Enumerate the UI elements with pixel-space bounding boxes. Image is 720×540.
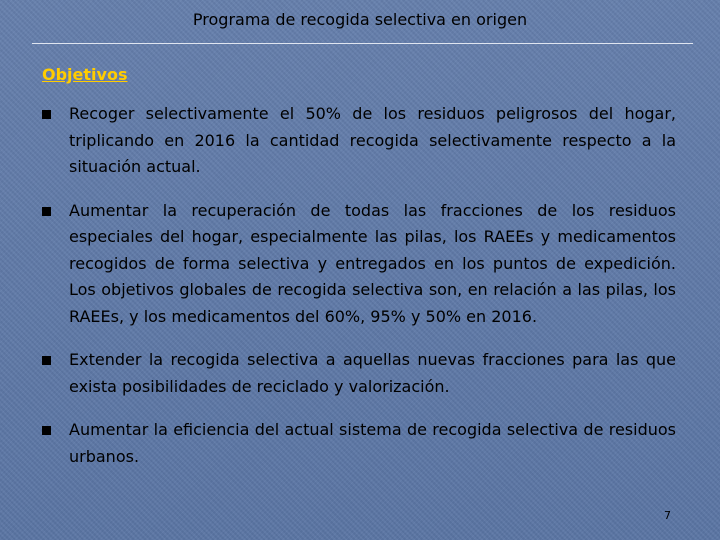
bullet-text: Aumentar la recuperación de todas las fracciones de los residuos especiales del hogar, especialmente las pilas, los RAEEs y medicamentos recogidos de forma selectiva y entregados en los puntos de expedición. Los objetivos globales de recogida selectiva son, en relación a las pilas, los RAEEs, y los medicamentos del 60%, 95% y 50% en 2016.: [69, 200, 676, 326]
bullet-text: Recoger selectivamente el 50% de los residuos peligrosos del hogar, triplicando en 2016 la cantidad recogida selectivamente respecto a la situación actual.: [69, 104, 676, 176]
title-divider: [32, 43, 693, 44]
page-number: 7: [664, 509, 671, 522]
slide-title: Programa de recogida selectiva en origen: [192, 10, 528, 29]
bullet-item: [42, 198, 676, 331]
square-bullet-icon: [42, 110, 51, 119]
bullet-item: [42, 101, 676, 181]
square-bullet-icon: [42, 207, 51, 216]
bullet-list: [42, 101, 676, 470]
section-heading: Objetivos: [42, 65, 128, 84]
bullet-item: [42, 417, 676, 470]
square-bullet-icon: [42, 426, 51, 435]
bullet-item: [42, 347, 676, 400]
bullet-text: Aumentar la eficiencia del actual sistema de recogida selectiva de residuos urbanos.: [69, 420, 676, 466]
bullet-text: Extender la recogida selectiva a aquellas nuevas fracciones para las que exista posibilidades de reciclado y valorización.: [69, 350, 676, 396]
square-bullet-icon: [42, 356, 51, 365]
